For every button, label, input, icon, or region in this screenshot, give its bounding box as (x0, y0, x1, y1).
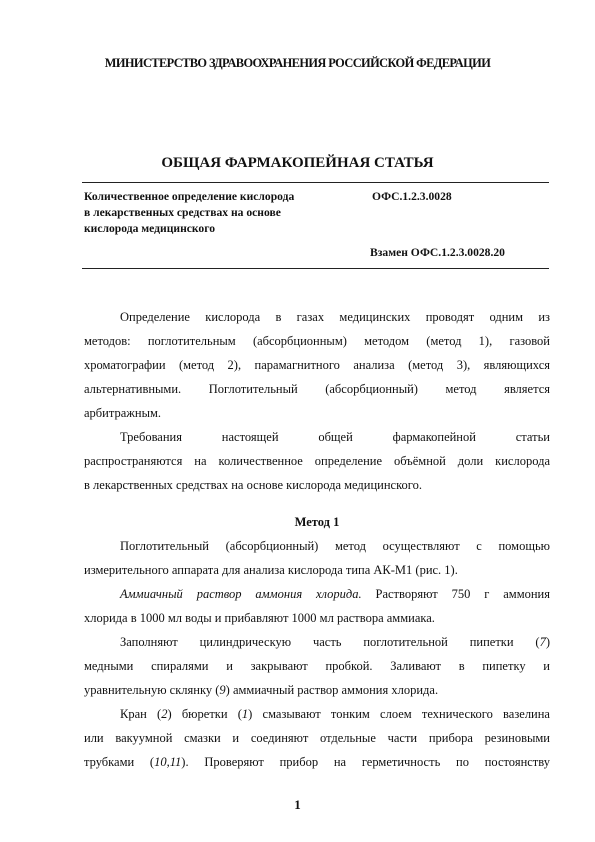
text-line: медными спиралями и закрывают пробкой. Заливают в пипетку и (84, 659, 550, 673)
intro-paragraph-1 (84, 305, 550, 425)
header-bottom-rule (82, 268, 549, 269)
text-fragment: ) смазывают тонким слоем технического вазелина (248, 707, 550, 721)
text-fragment: ) (545, 635, 550, 649)
method-1-heading: Метод 1 (294, 515, 340, 529)
text-line (84, 630, 550, 654)
reagent-name: Аммиачный раствор аммония хлорида. (120, 587, 362, 601)
part-number: 10,11 (154, 755, 182, 769)
text-line: Поглотительный (абсорбционный) метод осуществляют с помощью (120, 539, 550, 553)
method-1-paragraph-3 (84, 630, 550, 702)
text-line: Требования настоящей общей фармакопейной статьи (120, 430, 550, 444)
text-fragment: ) бюретки ( (167, 707, 242, 721)
text-line: или вакуумной смазки и соединяют отдельные части прибора резиновыми (84, 731, 550, 745)
intro-paragraph-2 (84, 425, 550, 497)
text-line: хлорида в 1000 мл воды и прибавляют 1000 мл раствора аммиака. (84, 611, 435, 625)
text-line (84, 582, 550, 606)
text-fragment: ) аммиачный раствор аммония хлорида. (225, 683, 439, 697)
text-fragment: уравнительную склянку ( (84, 683, 220, 697)
text-line (84, 678, 550, 702)
text-line: методов: поглотительным (абсорбционным) методом (метод 1), газовой (84, 334, 550, 348)
monograph-title-line: кислорода медицинского (84, 222, 215, 235)
part-number: 9 (219, 683, 226, 697)
text-line: Определение кислорода в газах медицинских проводят одним из (120, 310, 550, 324)
method-1-paragraph-4 (84, 702, 550, 774)
monograph-title (84, 189, 352, 237)
part-number: 1 (241, 707, 249, 721)
text-line: измерительного аппарата для анализа кислорода типа АК-М1 (рис. 1). (84, 563, 458, 577)
part-number: 2 (161, 707, 168, 721)
text-line: арбитражным. (84, 406, 162, 420)
method-1-paragraph-1 (84, 534, 550, 582)
reagent-description: Растворяют 750 г аммония (361, 587, 550, 601)
document-type-title: ОБЩАЯ ФАРМАКОПЕЙНАЯ СТАТЬЯ (161, 155, 434, 171)
reagent-paragraph (84, 582, 550, 630)
text-line: альтернативными. Поглотительный (абсорбционный) метод является (84, 382, 550, 396)
text-fragment: Заполняют цилиндрическую часть поглотительной пипетки ( (120, 635, 540, 649)
text-line: хроматографии (метод 2), парамагнитного анализа (метод 3), являющихся (84, 358, 550, 372)
text-fragment: Кран ( (120, 707, 162, 721)
header-top-rule (82, 182, 549, 183)
intro-section (84, 305, 550, 497)
ministry-header: МИНИСТЕРСТВО ЗДРАВООХРАНЕНИЯ РОССИЙСКОЙ ФЕДЕРАЦИИ (104, 56, 491, 70)
monograph-title-line: в лекарственных средствах на основе (84, 206, 281, 219)
page-number: 1 (294, 797, 301, 812)
text-fragment: трубками ( (84, 755, 155, 769)
text-fragment: ). Проверяют прибор на герметичность по постоянству (181, 755, 550, 769)
part-number: 7 (539, 635, 546, 649)
monograph-code: ОФС.1.2.3.0028 (372, 190, 452, 203)
replaces-note: Взамен ОФС.1.2.3.0028.20 (370, 246, 505, 259)
monograph-title-line: Количественное определение кислорода (84, 190, 295, 203)
text-line: в лекарственных средствах на основе кислорода медицинского. (84, 478, 422, 492)
text-line (84, 702, 550, 726)
method-1-section (84, 510, 550, 774)
text-line: распространяются на количественное определение объёмной доли кислорода (84, 454, 550, 468)
text-line (84, 750, 550, 774)
